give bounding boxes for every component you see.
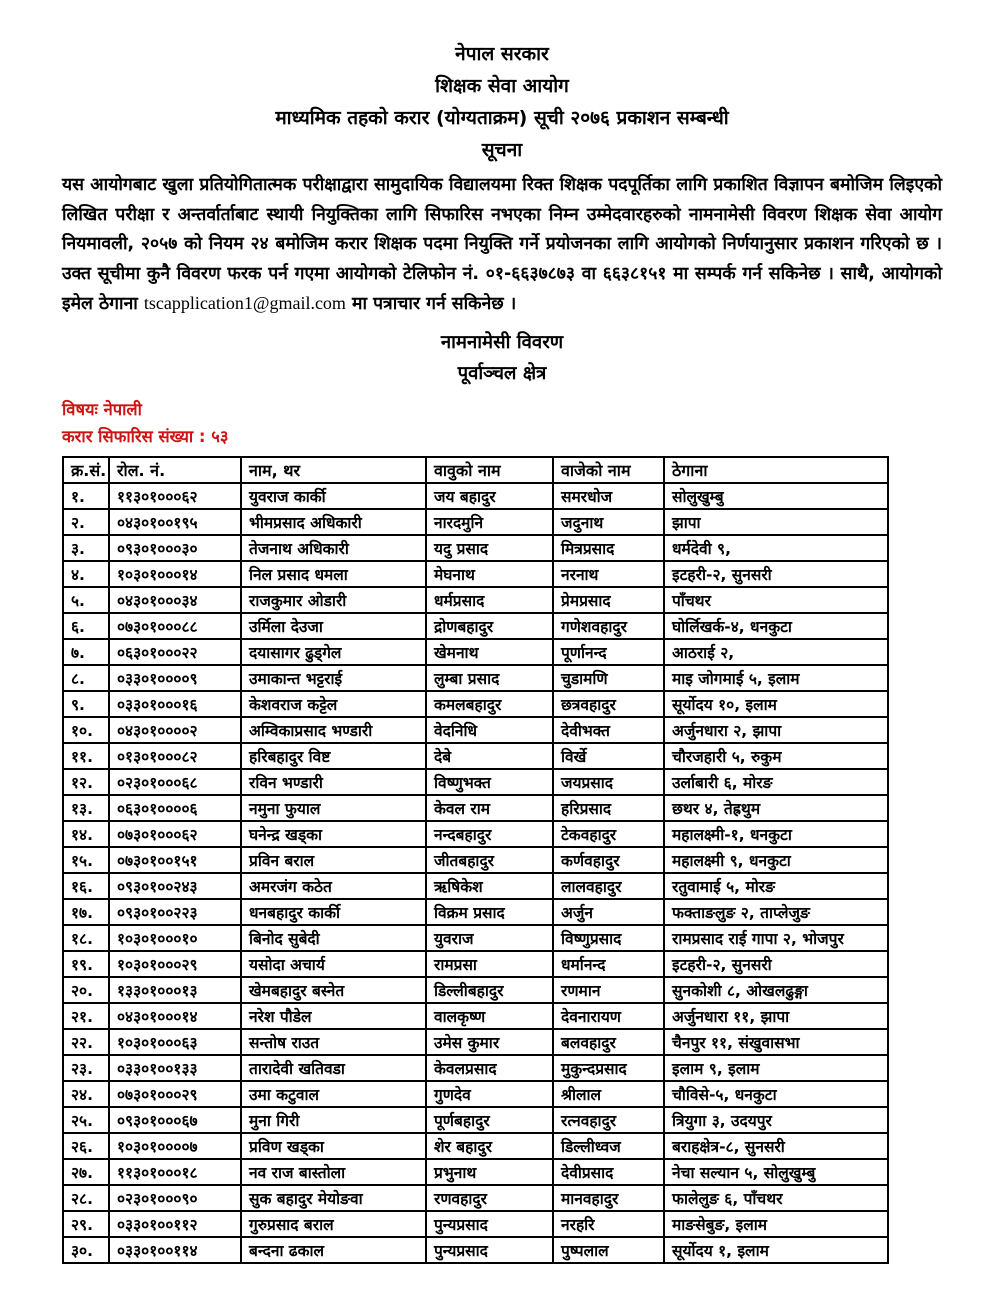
cell-grandfather-name: मित्रप्रसाद [553,535,664,561]
cell-name: सन्तोष राउत [241,1029,426,1055]
cell-father-name: विष्णुभक्त [426,769,553,795]
cell-name: रविन भण्डारी [241,769,426,795]
table-row [63,1211,888,1237]
cell-name: केशवराज कट्टेल [241,691,426,717]
meta-block [62,396,942,451]
table-row [63,1003,888,1029]
cell-father-name: जीतबहादुर [426,847,553,873]
cell-roll-number: ०९३०१००२२३ [109,899,241,925]
table-row [63,691,888,717]
cell-serial: ६. [63,613,109,639]
cell-name: उर्मिला देउजा [241,613,426,639]
cell-father-name: द्रोणबहादुर [426,613,553,639]
table-row [63,1055,888,1081]
cell-grandfather-name: धर्मानन्द [553,951,664,977]
cell-name: युवराज कार्की [241,483,426,509]
cell-father-name: नन्दबहादुर [426,821,553,847]
cell-roll-number: ०३३०१००११४ [109,1237,241,1263]
cell-grandfather-name: छत्रवहादुर [553,691,664,717]
table-row [63,717,888,743]
cell-roll-number: ०६३०१०००२२ [109,639,241,665]
cell-father-name: धर्मप्रसाद [426,587,553,613]
notice-label: सूचना [481,139,523,161]
table-row [63,951,888,977]
cell-grandfather-name: कर्णवहादुर [553,847,664,873]
cell-name: नव राज बास्तोला [241,1159,426,1185]
cell-roll-number: १३३०१०००१३ [109,977,241,1003]
cell-serial: २९. [63,1211,109,1237]
cell-name: गुरुप्रसाद बराल [241,1211,426,1237]
table-row [63,743,888,769]
table-row [63,873,888,899]
cell-father-name: प्रभुनाथ [426,1159,553,1185]
cell-serial: १६. [63,873,109,899]
table-row [63,483,888,509]
cell-serial: ७. [63,639,109,665]
recommendation-count-line: करार सिफारिस संख्या : ५३ [62,427,229,446]
cell-serial: ८. [63,665,109,691]
table-row [63,665,888,691]
cell-serial: २२. [63,1029,109,1055]
table-row [63,639,888,665]
cell-name: नमुना फुयाल [241,795,426,821]
cell-name: उमा कटुवाल [241,1081,426,1107]
cell-roll-number: ०१३०१०००८२ [109,743,241,769]
cell-name: घनेन्द्र खड्का [241,821,426,847]
cell-roll-number: ११३०१०००१८ [109,1159,241,1185]
cell-grandfather-name: रत्नवहादुर [553,1107,664,1133]
cell-address: चैनपुर ११, संखुवासभा [664,1029,888,1055]
cell-roll-number: ०९३०१०००३० [109,535,241,561]
cell-address: अर्जुनधारा २, झापा [664,717,888,743]
cell-address: पाँचथर [664,587,888,613]
cell-roll-number: ०७३०१०००८८ [109,613,241,639]
cell-father-name: कमलबहादुर [426,691,553,717]
cell-roll-number: ०९३०१०००६७ [109,1107,241,1133]
cell-grandfather-name: बलवहादुर [553,1029,664,1055]
cell-father-name: पुन्यप्रसाद [426,1211,553,1237]
cell-address: अर्जुनधारा ११, झापा [664,1003,888,1029]
table-row [63,509,888,535]
cell-name: सुक बहादुर मेयोङवा [241,1185,426,1211]
cell-father-name: ऋषिकेश [426,873,553,899]
cell-roll-number: १०३०१०००१४ [109,561,241,587]
table-row [63,1159,888,1185]
column-serial: क्र.सं. [63,457,109,483]
cell-serial: १९. [63,951,109,977]
cell-serial: १२. [63,769,109,795]
notice-subject-title: माध्यमिक तहको करार (योग्यताक्रम) सूची २०७६ प्रकाशन सम्बन्धी [275,107,729,129]
cell-serial: २. [63,509,109,535]
cell-father-name: पूर्णबहादुर [426,1107,553,1133]
cell-address: छथर ४, तेह्रथुम [664,795,888,821]
cell-roll-number: ०७३०१००१५१ [109,847,241,873]
cell-address: रतुवामाई ५, मोरङ [664,873,888,899]
cell-roll-number: ०६३०१००००६ [109,795,241,821]
cell-serial: १३. [63,795,109,821]
cell-grandfather-name: टेकवहादुर [553,821,664,847]
cell-grandfather-name: गणेशवहादुर [553,613,664,639]
cell-serial: २५. [63,1107,109,1133]
cell-name: प्रविन बराल [241,847,426,873]
cell-address: महालक्ष्मी-१, धनकुटा [664,821,888,847]
section-title-block [62,327,942,389]
cell-father-name: उमेस कुमार [426,1029,553,1055]
cell-grandfather-name: हरिप्रसाद [553,795,664,821]
cell-father-name: शेर बहादुर [426,1133,553,1159]
cell-serial: २७. [63,1159,109,1185]
cell-address: इटहरी-२, सुनसरी [664,951,888,977]
table-row [63,977,888,1003]
table-row [63,899,888,925]
cell-roll-number: ०४३०१०००१४ [109,1003,241,1029]
cell-name: प्रविण खड्का [241,1133,426,1159]
table-row [63,1185,888,1211]
table-row [63,1133,888,1159]
cell-father-name: केवलप्रसाद [426,1055,553,1081]
cell-address: उर्लाबारी ६, मोरङ [664,769,888,795]
cell-father-name: विक्रम प्रसाद [426,899,553,925]
notice-text-part1: यस आयोगबाट खुला प्रतियोगितात्मक परीक्षाद्वारा सामुदायिक विद्यालयमा रिक्त शिक्षक पदपूर्तिका लागि प्रकाशित विज्ञापन बमोजिम लिइएको लिखित परीक्षा र अन्तर्वार्ताबाट स्थायी नियुक्तिका लागि सिफारिस नभएका निम्न उम्मेदवारहरुको नामनामेसी विवरण शिक्षक सेवा आयोग नियमावली, २०५७ को नियम २४ बमोजिम करार शिक्षक पदमा नियुक्ति गर्ने प्रयोजनका लागि आयोगको निर्णयानुसार प्रकाशन गरिएको छ । उक्त सूचीमा कुनै विवरण फरक पर्न गएमा आयोगको टेलिफोन नं. ०१-६६३७८७३ वा ६६३८१५१ मा सम्पर्क गर्न सकिनेछ । साथै, आयोगको इमेल ठेगाना [62,175,942,314]
cell-father-name: नारदमुनि [426,509,553,535]
cell-roll-number: ०२३०१०००९० [109,1185,241,1211]
cell-serial: ११. [63,743,109,769]
cell-father-name: पुन्यप्रसाद [426,1237,553,1263]
cell-father-name: केवल राम [426,795,553,821]
region-title: पूर्वाञ्चल क्षेत्र [457,362,547,384]
cell-serial: २८. [63,1185,109,1211]
cell-grandfather-name: देवनारायण [553,1003,664,1029]
cell-serial: १७. [63,899,109,925]
cell-roll-number: ०३३०१००००९ [109,665,241,691]
table-row [63,821,888,847]
cell-address: सूर्योदय १०, इलाम [664,691,888,717]
cell-serial: १४. [63,821,109,847]
cell-roll-number: १०३०१०००१० [109,925,241,951]
cell-grandfather-name: विर्खे [553,743,664,769]
cell-name: तेजनाथ अधिकारी [241,535,426,561]
cell-grandfather-name: लालवहादुर [553,873,664,899]
cell-grandfather-name: प्रेमप्रसाद [553,587,664,613]
table-header-row [63,457,888,483]
cell-serial: २४. [63,1081,109,1107]
table-row [63,587,888,613]
table-row [63,1081,888,1107]
cell-roll-number: १०३०१०००२९ [109,951,241,977]
cell-grandfather-name: पूर्णानन्द [553,639,664,665]
cell-serial: २१. [63,1003,109,1029]
cell-address: फालेलुङ ६, पाँचथर [664,1185,888,1211]
cell-address: चौरजहारी ५, रुकुम [664,743,888,769]
cell-address: चौविसे-५, धनकुटा [664,1081,888,1107]
cell-grandfather-name: देवीप्रसाद [553,1159,664,1185]
cell-father-name: गुणदेव [426,1081,553,1107]
cell-grandfather-name: देवीभक्त [553,717,664,743]
cell-name: यसोदा अचार्य [241,951,426,977]
cell-name: अमरजंग कठेत [241,873,426,899]
cell-address: बराहक्षेत्र-८, सुनसरी [664,1133,888,1159]
table-row [63,1237,888,1263]
cell-father-name: वालकृष्ण [426,1003,553,1029]
cell-name: अम्विकाप्रसाद भण्डारी [241,717,426,743]
cell-roll-number: ०२३०१०००६८ [109,769,241,795]
cell-roll-number: ०४३०१००००२ [109,717,241,743]
cell-name: हरिबहादुर विष्ट [241,743,426,769]
cell-father-name: रामप्रसा [426,951,553,977]
records-body [63,483,888,1263]
cell-name: मुना गिरी [241,1107,426,1133]
cell-address: नेचा सल्यान ५, सोलुखुम्बु [664,1159,888,1185]
cell-father-name: खेमनाथ [426,639,553,665]
column-name: नाम, थर [241,457,426,483]
list-title: नामनामेसी विवरण [440,331,564,353]
cell-grandfather-name: जयप्रसाद [553,769,664,795]
cell-name: तारादेवी खतिवडा [241,1055,426,1081]
cell-roll-number: ०७३०१०००२९ [109,1081,241,1107]
cell-grandfather-name: नरनाथ [553,561,664,587]
table-row [63,769,888,795]
notice-text-part2: मा पत्राचार गर्न सकिनेछ । [345,294,517,314]
column-address: ठेगाना [664,457,888,483]
cell-serial: ३. [63,535,109,561]
cell-father-name: डिल्लीबहादुर [426,977,553,1003]
cell-serial: २०. [63,977,109,1003]
cell-serial: १८. [63,925,109,951]
cell-address: इटहरी-२, सुनसरी [664,561,888,587]
cell-name: बन्दना ढकाल [241,1237,426,1263]
cell-address: आठराई २, [664,639,888,665]
cell-address: माइ जोगमाई ५, इलाम [664,665,888,691]
cell-name: निल प्रसाद धमला [241,561,426,587]
subject-line: विषयः नेपाली [62,399,142,419]
cell-roll-number: ०३३०१०००१६ [109,691,241,717]
cell-address: त्रियुगा ३, उदयपुर [664,1107,888,1133]
cell-serial: ५. [63,587,109,613]
cell-address: सोलुखुम्बु [664,483,888,509]
email-address: tscapplication1@gmail.com [143,293,346,313]
cell-address: सूर्योदय १, इलाम [664,1237,888,1263]
document-header [62,38,942,166]
cell-roll-number: ०४३०१००१९५ [109,509,241,535]
cell-address: महालक्ष्मी ९, धनकुटा [664,847,888,873]
cell-grandfather-name: विष्णुप्रसाद [553,925,664,951]
cell-roll-number: १०३०१०००६३ [109,1029,241,1055]
cell-serial: ९. [63,691,109,717]
cell-name: खेमबहादुर बस्नेत [241,977,426,1003]
cell-name: बिनोद सुबेदी [241,925,426,951]
candidates-table [62,456,889,1264]
cell-address: फक्ताङलुङ २, ताप्लेजुङ [664,899,888,925]
table-row [63,847,888,873]
cell-grandfather-name: अर्जुन [553,899,664,925]
cell-name: दयासागर ढुड्गेल [241,639,426,665]
cell-roll-number: ०३३०१००११२ [109,1211,241,1237]
table-row [63,795,888,821]
cell-serial: १०. [63,717,109,743]
table-row [63,925,888,951]
cell-grandfather-name: रणमान [553,977,664,1003]
cell-grandfather-name: श्रीलाल [553,1081,664,1107]
cell-father-name: देबे [426,743,553,769]
cell-address: धर्मदेवी ९, [664,535,888,561]
cell-father-name: यदु प्रसाद [426,535,553,561]
cell-grandfather-name: जदुनाथ [553,509,664,535]
notice-paragraph [62,171,942,320]
cell-grandfather-name: मुकुन्दप्रसाद [553,1055,664,1081]
cell-address: रामप्रसाद राई गापा २, भोजपुर [664,925,888,951]
cell-grandfather-name: पुष्पलाल [553,1237,664,1263]
cell-roll-number: ११३०१०००६२ [109,483,241,509]
cell-serial: ३०. [63,1237,109,1263]
table-row [63,613,888,639]
commission-title: शिक्षक सेवा आयोग [435,75,569,97]
cell-name: भीमप्रसाद अधिकारी [241,509,426,535]
cell-name: धनबहादुर कार्की [241,899,426,925]
table-row [63,1029,888,1055]
table-row [63,535,888,561]
cell-serial: २६. [63,1133,109,1159]
cell-roll-number: ०९३०१००२४३ [109,873,241,899]
cell-address: घोर्लिखर्क-४, धनकुटा [664,613,888,639]
table-row [63,561,888,587]
cell-father-name: जय बहादुर [426,483,553,509]
cell-serial: २३. [63,1055,109,1081]
cell-grandfather-name: चुडामणि [553,665,664,691]
table-row [63,1107,888,1133]
cell-father-name: मेघनाथ [426,561,553,587]
column-grandfather-name: वाजेको नाम [553,457,664,483]
cell-address: सुनकोशी ८, ओखलढुङ्गा [664,977,888,1003]
cell-grandfather-name: समरधोज [553,483,664,509]
cell-serial: ४. [63,561,109,587]
column-roll-number: रोल. नं. [109,457,241,483]
cell-serial: १५. [63,847,109,873]
cell-address: झापा [664,509,888,535]
cell-name: राजकुमार ओडारी [241,587,426,613]
cell-father-name: रणवहादुर [426,1185,553,1211]
cell-roll-number: ०७३०१०००६२ [109,821,241,847]
cell-roll-number: १०३०१००००७ [109,1133,241,1159]
cell-grandfather-name: नरहरि [553,1211,664,1237]
cell-father-name: युवराज [426,925,553,951]
cell-grandfather-name: डिल्लीध्वज [553,1133,664,1159]
cell-name: उमाकान्त भट्टराई [241,665,426,691]
cell-serial: १. [63,483,109,509]
column-father-name: वावुको नाम [426,457,553,483]
table-header [63,457,888,483]
cell-father-name: लुम्बा प्रसाद [426,665,553,691]
government-title: नेपाल सरकार [455,43,549,65]
cell-father-name: वेदनिधि [426,717,553,743]
cell-roll-number: ०४३०१०००३४ [109,587,241,613]
cell-address: इलाम ९, इलाम [664,1055,888,1081]
cell-name: नरेश पौडेल [241,1003,426,1029]
cell-grandfather-name: मानवहादुर [553,1185,664,1211]
cell-address: माङसेबुङ, इलाम [664,1211,888,1237]
cell-roll-number: ०३३०१००१३३ [109,1055,241,1081]
